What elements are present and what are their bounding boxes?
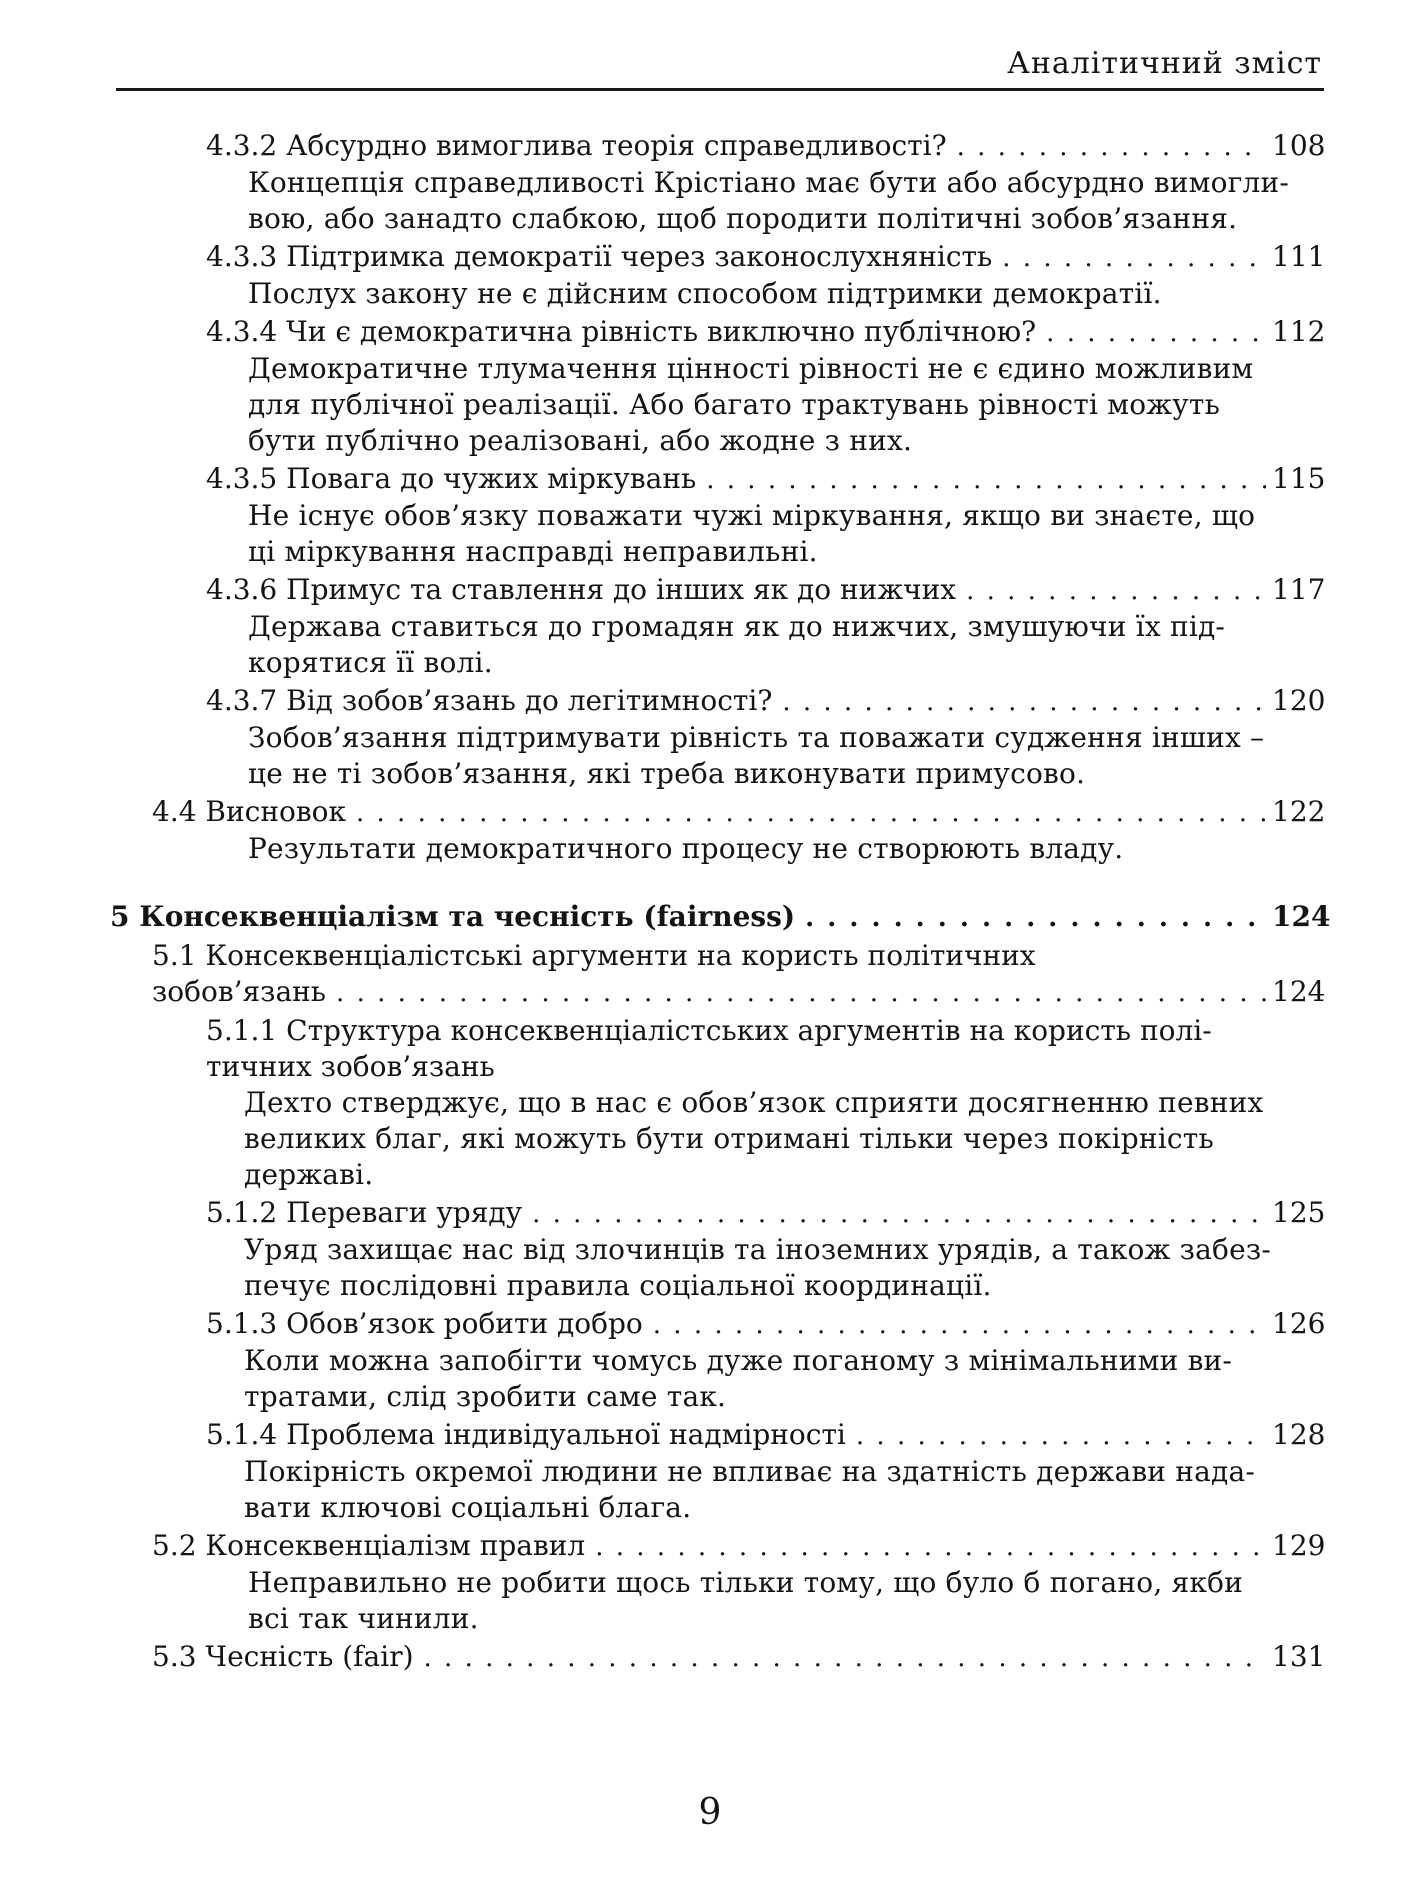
summary-line: Держава ставиться до громадян як до нижчих, змушуючи їх під- <box>248 610 1226 643</box>
entry-title-line: 5.1 Консеквенціалістські аргументи на користь політичних <box>152 939 1036 972</box>
toc-entry-5-2[interactable] <box>152 1528 1420 1637</box>
summary-line: Не існує обов’язку поважати чужі міркування, якщо ви знаєте, що <box>248 499 1256 532</box>
summary-line: корятися її волі. <box>248 646 493 679</box>
toc-entry-heading <box>206 572 1420 609</box>
toc-entry-heading <box>206 461 1420 498</box>
entry-page-number: 122 <box>1272 795 1326 828</box>
summary-line: Неправильно не робити щось тільки тому, що було б погано, якби <box>248 1566 1243 1599</box>
entry-summary <box>206 609 1420 681</box>
summary-line: Покірність окремої людини не впливає на здатність держави нада- <box>244 1455 1256 1488</box>
summary-line: всі так чинили. <box>248 1602 479 1635</box>
entry-title-line: тичних зобов’язань <box>206 1050 495 1083</box>
entry-summary <box>206 1454 1420 1526</box>
dot-leader <box>532 1196 1266 1232</box>
toc-entry-heading <box>152 794 1420 831</box>
entry-title: 5.2 Консеквенціалізм правил <box>152 1529 586 1562</box>
dot-leader <box>957 129 1266 165</box>
entry-summary <box>152 1565 1420 1637</box>
toc-entry-heading <box>206 1195 1420 1232</box>
entry-page-number: 112 <box>1272 315 1326 348</box>
toc-entry-heading <box>206 1013 1420 1085</box>
summary-line: Результати демократичного процесу не створюють владу. <box>248 832 1124 865</box>
toc-entry-4-3-4[interactable] <box>206 314 1420 459</box>
toc-entry-heading <box>206 128 1420 165</box>
entry-title: 5.1.2 Переваги уряду <box>206 1196 523 1229</box>
entry-title: 5.1.4 Проблема індивідуальної надмірності <box>206 1418 846 1451</box>
page-number: 9 <box>698 1792 722 1833</box>
summary-line: вати ключові соціальні блага. <box>244 1491 692 1524</box>
entry-title: 4.3.7 Від зобов’язань до легітимності? <box>206 684 773 717</box>
summary-line: Послух закону не є дійсним способом підтримки демократії. <box>248 277 1162 310</box>
entry-title: зобов’язань <box>152 975 327 1008</box>
toc-entry-5-1-4[interactable] <box>206 1417 1420 1526</box>
entry-title: 4.3.3 Підтримка демократії через законослухняність <box>206 240 993 273</box>
toc-entry-5-1-1[interactable] <box>206 1013 1420 1193</box>
entry-title: 4.3.5 Повага до чужих міркувань <box>206 462 697 495</box>
entry-title: 4.3.6 Примус та ставлення до інших як до нижчих <box>206 573 957 606</box>
toc-entry-heading <box>110 899 1420 936</box>
dot-leader <box>336 975 1266 1011</box>
toc-entry-4-4[interactable] <box>152 794 1420 867</box>
summary-line: Дехто стверджує, що в нас є обов’язок сприяти досягненню певних <box>244 1086 1264 1119</box>
entry-summary <box>206 351 1420 459</box>
summary-line: великих благ, які можуть бути отримані тільки через покірність <box>244 1122 1214 1155</box>
entry-summary <box>206 276 1420 312</box>
summary-line: це не ті зобов’язання, які треба виконувати примусово. <box>248 757 1086 790</box>
toc-entry-4-3-2[interactable] <box>206 128 1420 237</box>
toc-entry-heading <box>206 314 1420 351</box>
entry-page-number: 129 <box>1272 1529 1326 1562</box>
toc-entry-5-1-3[interactable] <box>206 1306 1420 1415</box>
entry-page-number: 115 <box>1272 462 1326 495</box>
dot-leader <box>782 684 1266 720</box>
dot-leader <box>966 573 1266 609</box>
dot-leader <box>356 795 1266 831</box>
dot-leader <box>595 1529 1266 1565</box>
entry-summary <box>206 1232 1420 1304</box>
summary-line: Демократичне тлумачення цінності рівності не є єдино можливим <box>248 352 1254 385</box>
toc-entry-heading <box>206 239 1420 276</box>
entry-summary <box>206 1343 1420 1415</box>
summary-line: Концепція справедливості Крістіано має бути або абсурдно вимогли- <box>248 166 1290 199</box>
running-header <box>116 38 1324 91</box>
table-of-contents <box>0 128 1420 1676</box>
summary-line: вою, або занадто слабкою, щоб породити політичні зобов’язання. <box>248 202 1238 235</box>
toc-entry-5-1-2[interactable] <box>206 1195 1420 1304</box>
entry-summary <box>206 720 1420 792</box>
toc-entry-heading <box>206 1417 1420 1454</box>
entry-page-number: 124 <box>1272 900 1331 933</box>
toc-entry-4-3-3[interactable] <box>206 239 1420 312</box>
entry-page-number: 124 <box>1272 975 1326 1008</box>
dot-leader <box>1002 240 1266 276</box>
dot-leader <box>805 900 1266 936</box>
toc-entry-heading-continued <box>152 974 1420 1011</box>
entry-page-number: 108 <box>1272 129 1326 162</box>
entry-page-number: 117 <box>1272 573 1326 606</box>
summary-line: печує послідовні правила соціальної координації. <box>244 1269 992 1302</box>
entry-title: 4.3.4 Чи є демократична рівність виключно публічною? <box>206 315 1037 348</box>
summary-line: бути публічно реалізовані, або жодне з них. <box>248 424 913 457</box>
dot-leader <box>653 1307 1266 1343</box>
header-title: Аналітичний зміст <box>1007 46 1322 81</box>
entry-page-number: 111 <box>1272 240 1326 273</box>
toc-entry-heading <box>152 1639 1420 1676</box>
summary-line: Коли можна запобігти чомусь дуже поганому з мінімальними ви- <box>244 1344 1233 1377</box>
summary-line: ці міркування насправді неправильні. <box>248 535 818 568</box>
entry-summary <box>206 498 1420 570</box>
entry-title: 5.3 Чесність (fair) <box>152 1640 414 1673</box>
entry-summary <box>152 831 1420 867</box>
dot-leader <box>424 1640 1266 1676</box>
toc-entry-5-3[interactable] <box>152 1639 1420 1676</box>
toc-entry-5-1[interactable] <box>152 938 1420 1011</box>
entry-page-number: 128 <box>1272 1418 1326 1451</box>
dot-leader <box>706 462 1266 498</box>
dot-leader <box>1046 315 1266 351</box>
toc-entry-chapter-5[interactable] <box>110 899 1420 936</box>
entry-page-number: 120 <box>1272 684 1326 717</box>
summary-line: тратами, слід зробити саме так. <box>244 1380 727 1413</box>
entry-title: 5.1.3 Обов’язок робити добро <box>206 1307 643 1340</box>
summary-line: для публічної реалізації. Або багато трактувань рівності можуть <box>248 388 1221 421</box>
summary-line: Зобов’язання підтримувати рівність та поважати судження інших – <box>248 721 1265 754</box>
toc-entry-heading <box>206 683 1420 720</box>
toc-entry-heading <box>152 1528 1420 1565</box>
entry-title-line: 5.1.1 Структура консеквенціалістських аргументів на користь полі- <box>206 1014 1212 1047</box>
entry-title: 4.3.2 Абсурдно вимоглива теорія справедливості? <box>206 129 947 162</box>
entry-summary <box>206 165 1420 237</box>
toc-entry-4-3-5[interactable] <box>206 461 1420 570</box>
toc-entry-heading <box>206 1306 1420 1343</box>
entry-page-number: 125 <box>1272 1196 1326 1229</box>
entry-summary <box>206 1085 1420 1193</box>
entry-page-number: 131 <box>1272 1640 1326 1673</box>
entry-title: 4.4 Висновок <box>152 795 346 828</box>
toc-entry-4-3-6[interactable] <box>206 572 1420 681</box>
summary-line: Уряд захищає нас від злочинців та іноземних урядів, а також забез- <box>244 1233 1271 1266</box>
entry-title: 5 Консеквенціалізм та чесність (fairness) <box>110 900 796 933</box>
toc-entry-4-3-7[interactable] <box>206 683 1420 792</box>
toc-entry-heading <box>152 938 1420 974</box>
dot-leader <box>856 1418 1266 1454</box>
summary-line: державі. <box>244 1158 374 1191</box>
entry-page-number: 126 <box>1272 1307 1326 1340</box>
